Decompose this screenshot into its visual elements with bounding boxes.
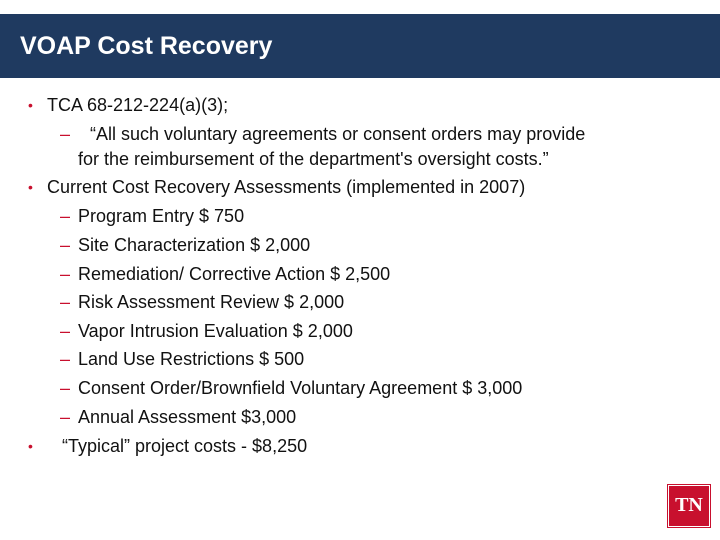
slide-title: VOAP Cost Recovery [20, 32, 273, 60]
sub-item-vapor-intrusion: Vapor Intrusion Evaluation $ 2,000 [78, 321, 353, 341]
dash-marker: – [60, 206, 71, 226]
dash-marker: – [60, 235, 71, 255]
dash-marker: – [60, 292, 71, 312]
sub-item-land-use: Land Use Restrictions $ 500 [78, 349, 305, 369]
logo-text: TN [675, 494, 703, 516]
sub-item-program-entry: Program Entry $ 750 [78, 206, 245, 226]
bullet-marker: • [28, 179, 33, 195]
bullet-item-tca: TCA 68-212-224(a)(3); [47, 95, 229, 115]
sub-item-site-characterization: Site Characterization $ 2,000 [78, 235, 311, 255]
dash-marker: – [60, 349, 71, 369]
sub-item-annual-assessment: Annual Assessment $3,000 [78, 407, 297, 427]
bullet-item-current-assessments: Current Cost Recovery Assessments (implemented in 2007) [47, 177, 526, 197]
dash-marker: – [60, 378, 71, 398]
dash-marker: – [60, 321, 71, 341]
sub-item-consent-order: Consent Order/Brownfield Voluntary Agreement $ 3,000 [78, 378, 523, 398]
sub-item-remediation: Remediation/ Corrective Action $ 2,500 [78, 264, 391, 284]
bullet-marker: • [28, 438, 33, 454]
quote-line-2: for the reimbursement of the department's oversight costs.” [78, 149, 549, 169]
bullet-item-typical-costs: “Typical” project costs - $8,250 [62, 436, 308, 456]
title-bar [0, 14, 720, 78]
sub-item-risk-assessment: Risk Assessment Review $ 2,000 [78, 292, 345, 312]
tennessee-logo-icon [668, 485, 710, 527]
bullet-marker: • [28, 97, 33, 113]
quote-line-1: “All such voluntary agreements or consent orders may provide [90, 124, 586, 144]
dash-marker: – [60, 264, 71, 284]
dash-marker: – [60, 124, 71, 144]
dash-marker: – [60, 407, 71, 427]
